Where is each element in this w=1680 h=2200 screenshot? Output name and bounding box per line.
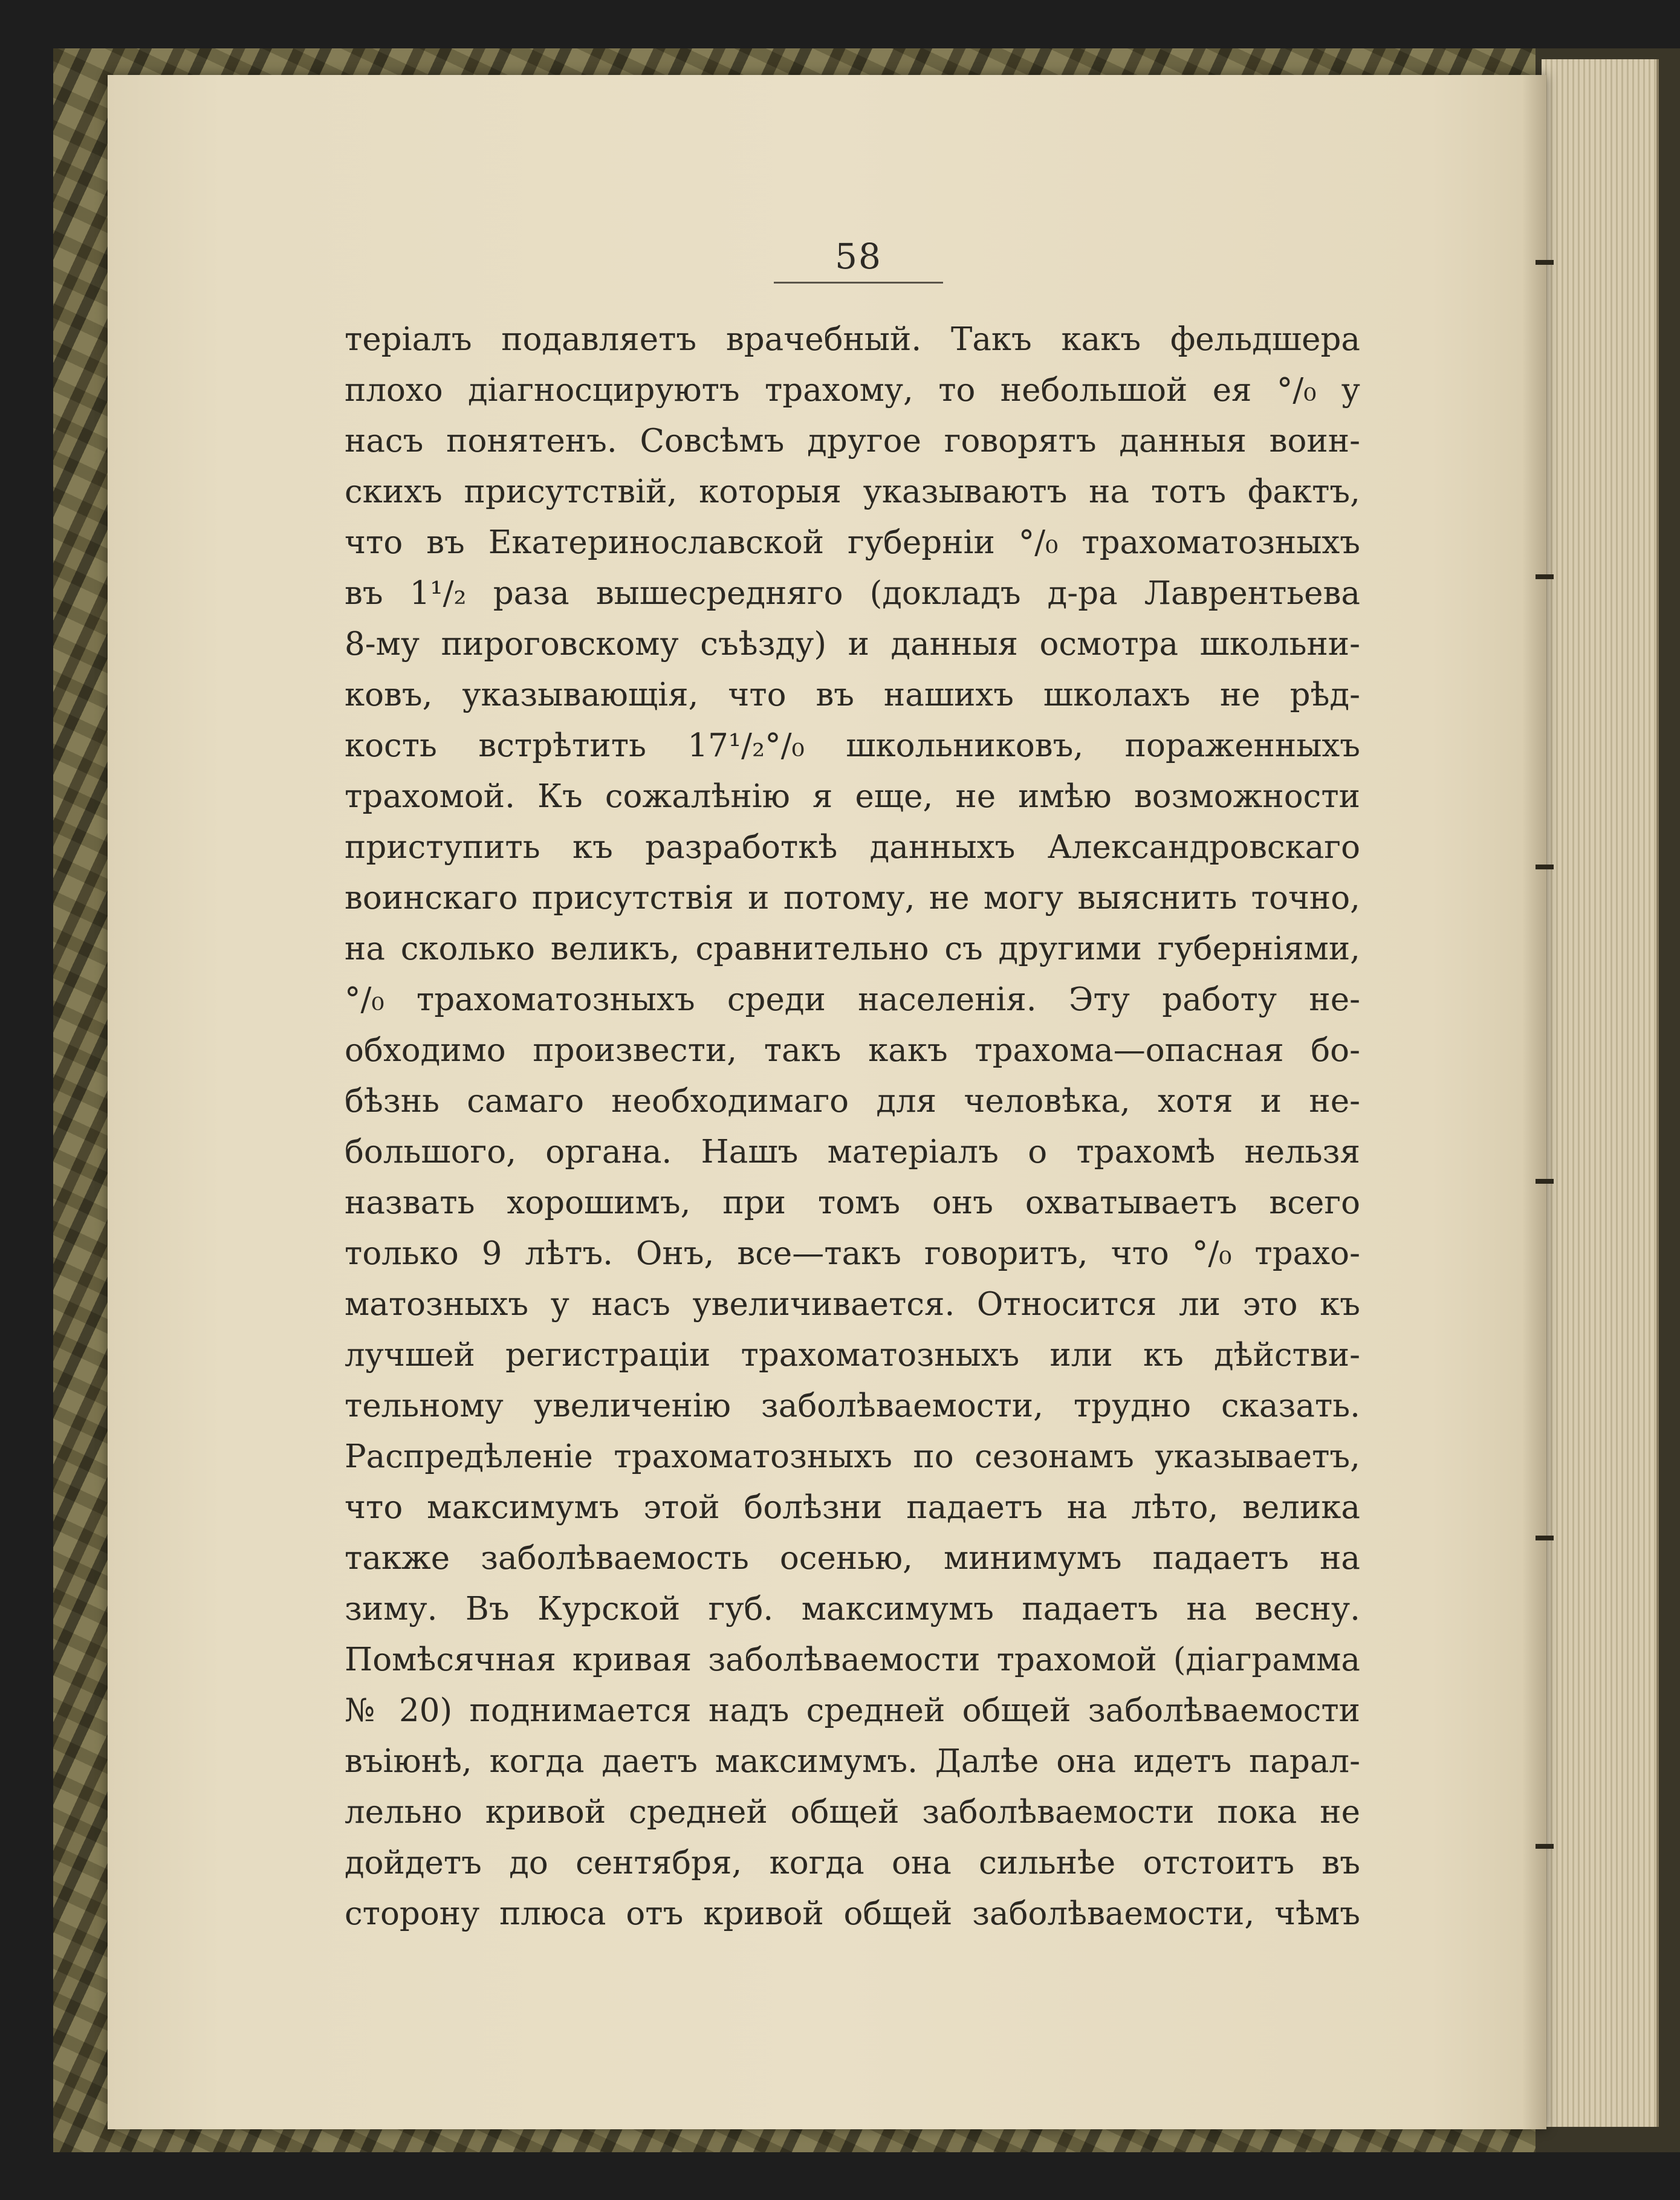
- text-line: большого, органа. Нашъ матеріалъ о трахомѣ нельзя: [345, 1134, 1360, 1170]
- body-text: [345, 314, 1360, 1939]
- binding-mark: [1536, 1179, 1554, 1184]
- text-line: лельно кривой средней общей заболѣваемости пока не: [345, 1794, 1360, 1831]
- text-line: назвать хорошимъ, при томъ онъ охватываетъ всего: [345, 1184, 1360, 1221]
- text-line: № 20) поднимается надъ средней общей заболѣваемости: [345, 1692, 1360, 1729]
- binding-mark: [1536, 1844, 1554, 1849]
- text-line: скихъ присутствій, которыя указываютъ на тотъ фактъ,: [345, 473, 1360, 510]
- page-number: 58: [774, 236, 943, 284]
- text-line: въ 1¹/₂ раза вышесредняго (докладъ д-ра Лаврентьева: [345, 575, 1360, 612]
- text-line: 8-му пироговскому съѣзду) и данныя осмотра школьни-: [345, 626, 1360, 663]
- binding-mark: [1536, 865, 1554, 869]
- binding-mark: [1536, 260, 1554, 265]
- text-line: что въ Екатеринославской губерніи °/₀ трахоматозныхъ: [345, 524, 1360, 561]
- page-edges: [1542, 59, 1659, 2127]
- text-line: трахомой. Къ сожалѣнію я еще, не имѣю возможности: [345, 778, 1360, 815]
- text-line: тельному увеличенію заболѣваемости, трудно сказать.: [345, 1387, 1360, 1424]
- text-line: теріалъ подавляетъ врачебный. Такъ какъ фельдшера: [345, 321, 1360, 358]
- text-line: насъ понятенъ. Совсѣмъ другое говорятъ данныя воин-: [345, 423, 1360, 459]
- text-line: воинскаго присутствія и потому, не могу выяснить точно,: [345, 880, 1360, 917]
- text-line: ковъ, указывающія, что въ нашихъ школахъ не рѣд-: [345, 677, 1360, 713]
- text-line: плохо діагносцируютъ трахому, то небольшой ея °/₀ у: [345, 372, 1360, 409]
- text-line: что максимумъ этой болѣзни падаетъ на лѣто, велика: [345, 1489, 1360, 1526]
- binding-mark: [1536, 1536, 1554, 1540]
- text-line: приступить къ разработкѣ данныхъ Александровскаго: [345, 829, 1360, 866]
- text-line: сторону плюса отъ кривой общей заболѣваемости, чѣмъ: [345, 1895, 1360, 1932]
- text-line: только 9 лѣтъ. Онъ, все—такъ говоритъ, что °/₀ трахо-: [345, 1235, 1360, 1272]
- text-line: °/₀ трахоматозныхъ среди населенія. Эту работу не-: [345, 981, 1360, 1018]
- text-line: зиму. Въ Курской губ. максимумъ падаетъ на весну.: [345, 1591, 1360, 1627]
- binding-mark: [1536, 574, 1554, 579]
- text-line: дойдетъ до сентября, когда она сильнѣе отстоитъ въ: [345, 1845, 1360, 1881]
- text-line: кость встрѣтить 17¹/₂°/₀ школьниковъ, пораженныхъ: [345, 727, 1360, 764]
- text-line: также заболѣваемость осенью, минимумъ падаетъ на: [345, 1540, 1360, 1577]
- text-line: бѣзнь самаго необходимаго для человѣка, хотя и не-: [345, 1083, 1360, 1120]
- text-line: матозныхъ у насъ увеличивается. Относится ли это къ: [345, 1286, 1360, 1323]
- text-line: Распредѣленіе трахоматозныхъ по сезонамъ указываетъ,: [345, 1438, 1360, 1475]
- text-line: лучшей регистраціи трахоматозныхъ или къ дѣйстви-: [345, 1337, 1360, 1374]
- text-line: въіюнѣ, когда даетъ максимумъ. Далѣе она идетъ парал-: [345, 1743, 1360, 1780]
- text-line: на сколько великъ, сравнительно съ другими губерніями,: [345, 930, 1360, 967]
- text-line: обходимо произвести, такъ какъ трахома—опасная бо-: [345, 1032, 1360, 1069]
- text-line: Помѣсячная кривая заболѣваемости трахомой (діаграмма: [345, 1641, 1360, 1678]
